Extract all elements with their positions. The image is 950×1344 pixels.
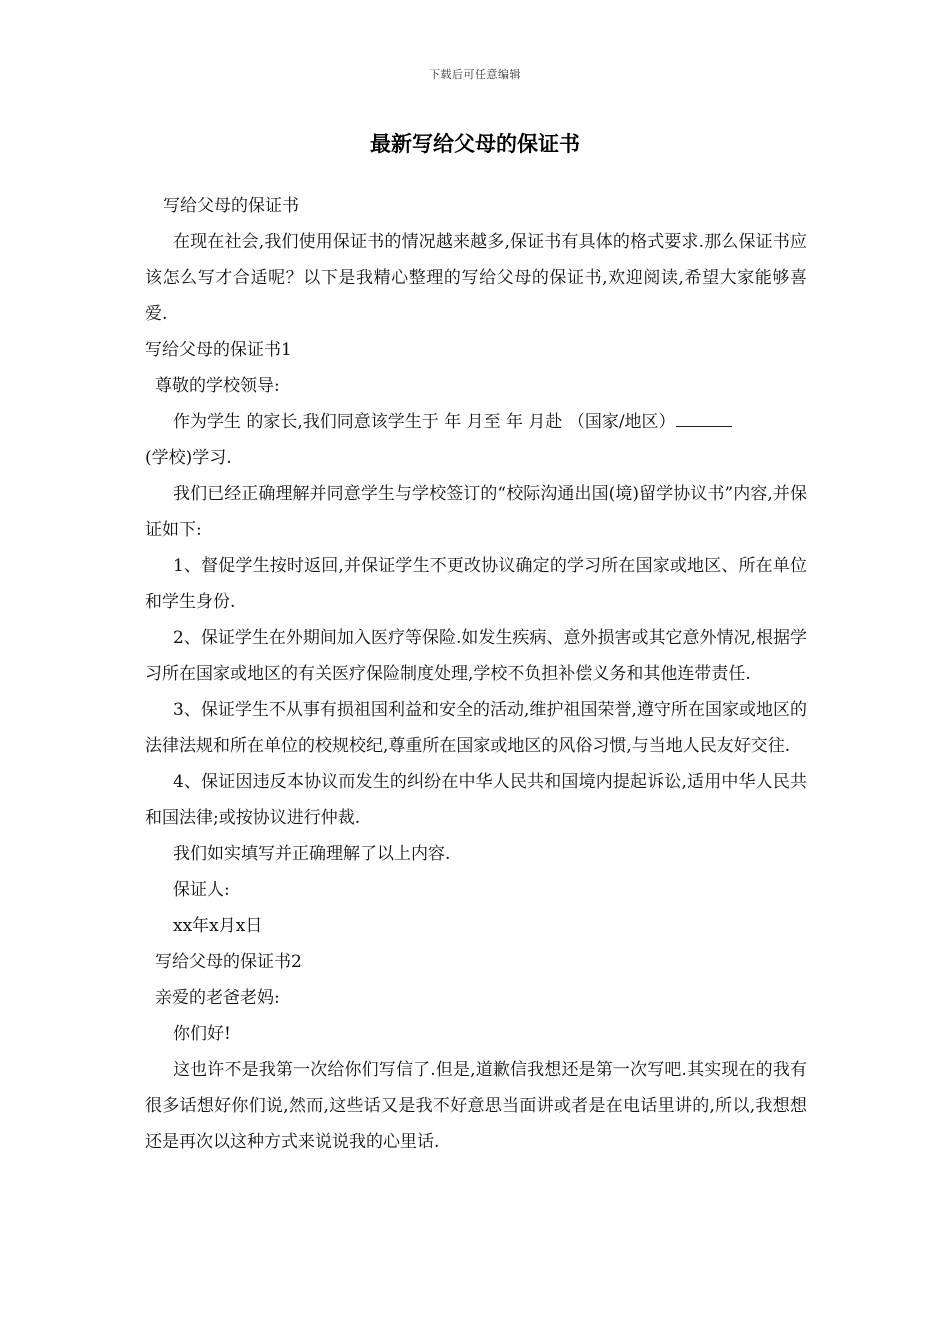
date-line: xx年x月x日	[173, 916, 263, 936]
consent-paragraph-cont: (学校)学习.	[145, 448, 232, 468]
section-heading-2: 写给父母的保证书2	[155, 952, 302, 972]
guarantee-item-1: 1、督促学生按时返回,并保证学生不更改协议确定的学习所在国家或地区、所在单位和学生身份.	[145, 556, 807, 612]
intro-paragraph: 在现在社会,我们使用保证书的情况越来越多,保证书有具体的格式要求.那么保证书应该怎么写才合适呢？以下是我精心整理的写给父母的保证书,欢迎阅读,希望大家能够喜爱.	[145, 232, 807, 324]
salutation-parents: 亲爱的老爸老妈:	[155, 988, 280, 1008]
letter-paragraph: 这也许不是我第一次给你们写信了.但是,道歉信我想还是第一次写吧.其实现在的我有很多话想好你们说,然而,这些话又是我不好意思当面讲或者是在电话里讲的,所以,我想想还是再次以这种方式来说说我的心里话.	[145, 1060, 807, 1152]
guarantee-item-4: 4、保证因违反本协议而发生的纠纷在中华人民共和国境内提起诉讼,适用中华人民共和国法律;或按协议进行仲裁.	[145, 772, 807, 828]
consent-text: 作为学生 的家长,我们同意该学生于 年 月至 年 月赴 （国家/地区）	[173, 412, 676, 432]
document-body	[145, 188, 807, 1160]
guarantee-item-2: 2、保证学生在外期间加入医疗等保险.如发生疾病、意外损害或其它意外情况,根据学习所在国家或地区的有关医疗保险制度处理,学校不负担补偿义务和其他连带责任.	[145, 628, 807, 684]
document-title: 最新写给父母的保证书	[370, 131, 580, 156]
confirmation-line: 我们如实填写并正确理解了以上内容.	[173, 844, 451, 864]
salutation-school: 尊敬的学校领导:	[155, 376, 280, 396]
page-header-note: 下载后可任意编辑	[429, 68, 521, 81]
guarantee-item-3: 3、保证学生不从事有损祖国利益和安全的活动,维护祖国荣誉,遵守所在国家或地区的法律法规和所在单位的校规校纪,尊重所在国家或地区的风俗习惯,与当地人民友好交往.	[145, 700, 807, 756]
agreement-paragraph: 我们已经正确理解并同意学生与学校签订的“校际沟通出国(境)留学协议书”内容,并保证如下:	[145, 484, 807, 540]
guarantor-label: 保证人:	[173, 880, 230, 900]
intro-heading: 写给父母的保证书	[163, 196, 299, 216]
consent-paragraph	[145, 404, 807, 440]
fill-blank-line	[676, 412, 732, 427]
greeting-line: 你们好!	[173, 1024, 231, 1044]
section-heading-1: 写给父母的保证书1	[145, 340, 292, 360]
